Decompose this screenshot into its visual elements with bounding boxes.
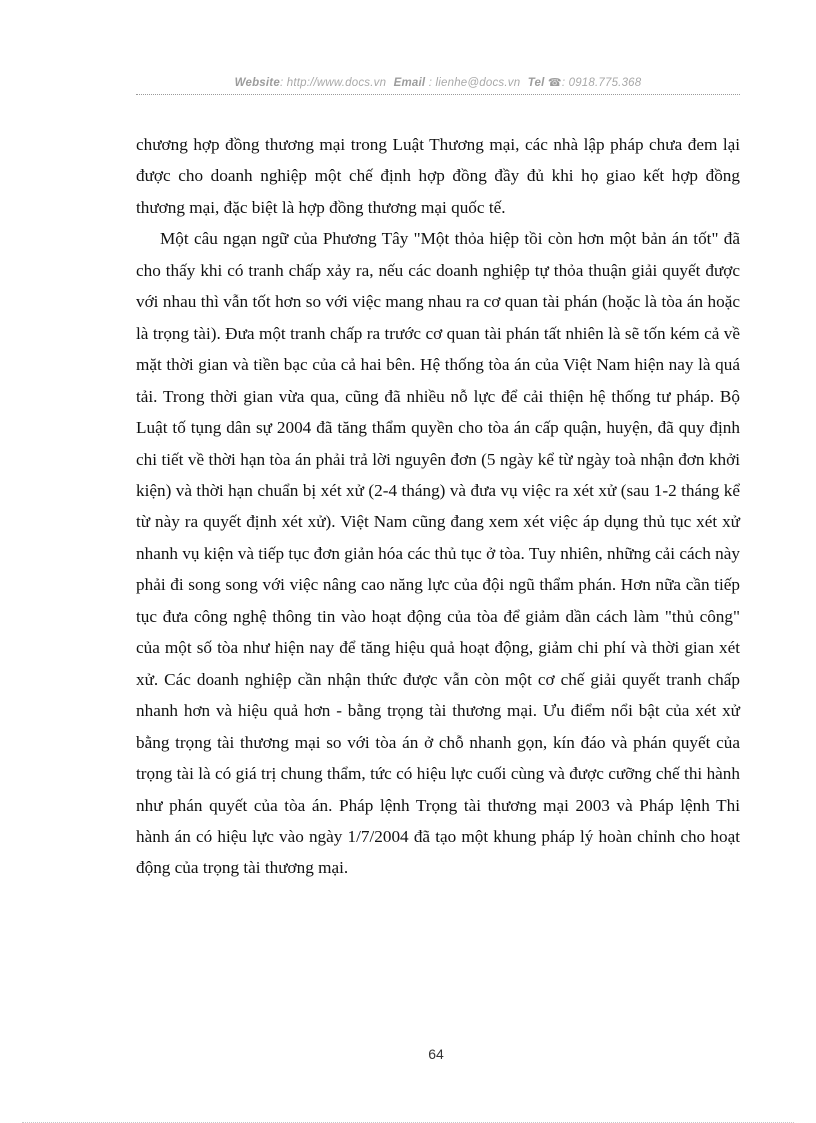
email-label: Email <box>393 77 426 89</box>
tel-label: Tel <box>527 77 545 89</box>
body-text <box>136 129 740 884</box>
phone-icon: ☎ <box>547 77 562 89</box>
website-link[interactable]: : http://www.docs.vn <box>279 77 387 89</box>
header-divider <box>136 94 740 95</box>
paragraph-1: chương hợp đồng thương mại trong Luật Thương mại, các nhà lập pháp chưa đem lại được cho doanh nghiệp một chế định hợp đồng đầy đủ khi họ giao kết hợp đồng thương mại, đặc biệt là hợp đồng thương mại quốc tế. <box>136 135 740 217</box>
email-link[interactable]: : lienhe@docs.vn <box>428 77 521 89</box>
page-number: 64 <box>428 1046 444 1062</box>
tel-value: : 0918.775.368 <box>561 77 642 89</box>
website-label: Website <box>234 77 280 89</box>
paragraph-2: Một câu ngạn ngữ của Phương Tây "Một thỏa hiệp tồi còn hơn một bản án tốt" đã cho thấy khi có tranh chấp xảy ra, nếu các doanh nghiệp tự thỏa thuận giải quyết được với nhau thì vẫn tốt hơn so với việc mang nhau ra cơ quan tài phán (hoặc là tòa án hoặc là trọng tài). Đưa một tranh chấp ra trước cơ quan tài phán tất nhiên là sẽ tốn kém cả về mặt thời gian và tiền bạc của cả hai bên. Hệ thống tòa án của Việt Nam hiện nay là quá tải. Trong thời gian vừa qua, cũng đã nhiều nỗ lực để cải thiện hệ thống tư pháp. Bộ Luật tố tụng dân sự 2004 đã tăng thẩm quyền cho tòa án cấp quận, huyện, đã quy định chi tiết về thời hạn tòa án phải trả lời nguyên đơn (5 ngày kể từ ngày toà nhận đơn khởi kiện) và thời hạn chuẩn bị xét xử (2-4 tháng) và đưa vụ việc ra xét xử (sau 1-2 tháng kể từ này ra quyết định xét xử). Việt Nam cũng đang xem xét việc áp dụng thủ tục xét xử nhanh vụ kiện và tiếp tục đơn giản hóa các thủ tục ở tòa. Tuy nhiên, những cải cách này phải đi song song với việc nâng cao năng lực của đội ngũ thẩm phán. Hơn nữa cần tiếp tục đưa công nghệ thông tin vào hoạt động của tòa để giảm dần cách làm "thủ công" của một số tòa như hiện nay để tăng hiệu quả hoạt động, giảm chi phí và thời gian xét xử. Các doanh nghiệp cần nhận thức được vẫn còn một cơ chế giải quyết tranh chấp nhanh hơn và hiệu quả hơn - bằng trọng tài thương mại. Ưu điểm nổi bật của xét xử bằng trọng tài thương mại so với tòa án ở chỗ nhanh gọn, kín đáo và phán quyết của trọng tài là có giá trị chung thẩm, tức có hiệu lực cuối cùng và được cưỡng chế thi hành như phán quyết của tòa án. Pháp lệnh Trọng tài thương mại 2003 và Pháp lệnh Thi hành án có hiệu lực vào ngày 1/7/2004 đã tạo một khung pháp lý hoàn chỉnh cho hoạt động của trọng tài thương mại. <box>136 229 740 878</box>
page-header <box>136 76 740 89</box>
